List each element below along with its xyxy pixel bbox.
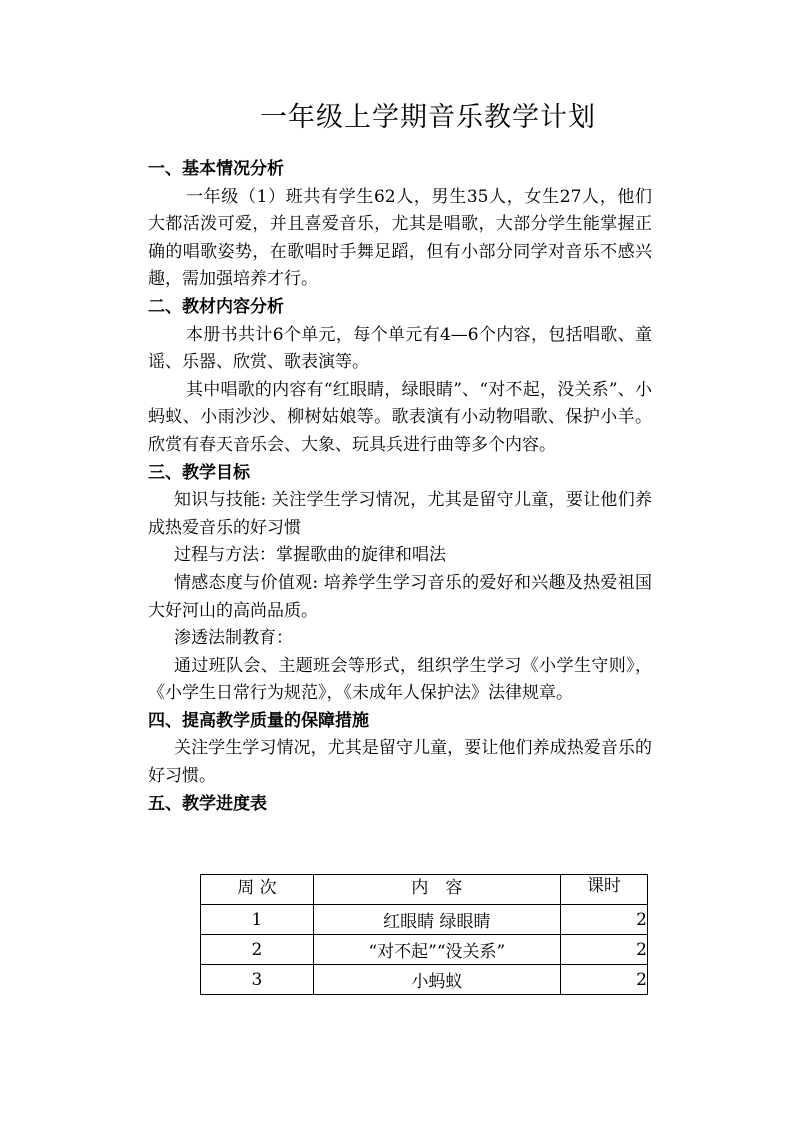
- table-row: [201, 935, 648, 965]
- cell-week: 3: [201, 965, 314, 995]
- section-heading-schedule: 五、教学进度表: [148, 793, 267, 814]
- cell-hours: 2: [560, 965, 647, 995]
- paragraph-goal-process: 过程与方法：掌握歌曲的旋律和唱法: [174, 545, 446, 566]
- paragraph-textbook-units: 本册书共计6个单元，每个单元有4—6个内容，包括唱歌、童谣、乐器、欣赏、歌表演等。: [148, 324, 652, 373]
- paragraph-goal-emotion: 情感态度与价值观: 培养学生学习音乐的爱好和兴趣及热爱祖国大好河山的高尚品质。: [148, 572, 652, 621]
- paragraph-goal-knowledge: 知识与技能: 关注学生学习情况，尤其是留守儿童，要让他们养成热爱音乐的好习惯: [148, 490, 652, 538]
- table-header-row: [201, 875, 648, 905]
- cell-content: 红眼睛 绿眼睛: [313, 905, 560, 935]
- section-heading-quality-measures: 四、提高教学质量的保障措施: [148, 710, 369, 731]
- section-heading-textbook-content: 二、教材内容分析: [148, 296, 284, 317]
- header-hours: 课时: [560, 875, 647, 905]
- cell-week: 2: [201, 935, 314, 965]
- paragraph-basic-situation: 一年级（1）班共有学生62人，男生35人，女生27人，他们大都活泼可爱，并且喜爱音乐，尤其是唱歌，大部分学生能掌握正确的唱歌姿势，在歌唱时手舞足蹈，但有小部分同学对音乐不感兴趣，需加强培养才行。: [148, 186, 652, 290]
- cell-content: “对不起”“没关系”: [313, 935, 560, 965]
- paragraph-law-education: 通过班队会、主题班会等形式，组织学生学习《小学生守则》，《小学生日常行为规范》，《未成年人保护法》法律规章。: [148, 655, 652, 704]
- cell-content: 小蚂蚁: [313, 965, 560, 995]
- paragraph-law-education-label: 渗透法制教育：: [174, 628, 293, 649]
- paragraph-textbook-songs: 其中唱歌的内容有“红眼睛，绿眼睛”、“对不起，没关系”、小蚂蚁、小雨沙沙、柳树姑娘等。歌表演有小动物唱歌、保护小羊。欣赏有春天音乐会、大象、玩具兵进行曲等多个内容。: [148, 379, 652, 455]
- document-body: [148, 156, 652, 818]
- cell-week: 1: [201, 905, 314, 935]
- document-title: 一年级上学期音乐教学计划: [260, 102, 596, 133]
- header-content: 内 容: [313, 875, 560, 905]
- section-heading-basic-situation: 一、基本情况分析: [148, 159, 284, 179]
- cell-hours: 2: [560, 935, 647, 965]
- section-heading-teaching-goals: 三、教学目标: [148, 462, 250, 483]
- table-row: [201, 905, 648, 935]
- header-week: 周 次: [201, 875, 314, 905]
- schedule-table: [200, 874, 648, 995]
- cell-hours: 2: [560, 905, 647, 935]
- paragraph-quality-measures: 关注学生学习情况，尤其是留守儿童，要让他们养成热爱音乐的好习惯。: [148, 738, 652, 787]
- table-row: [201, 965, 648, 995]
